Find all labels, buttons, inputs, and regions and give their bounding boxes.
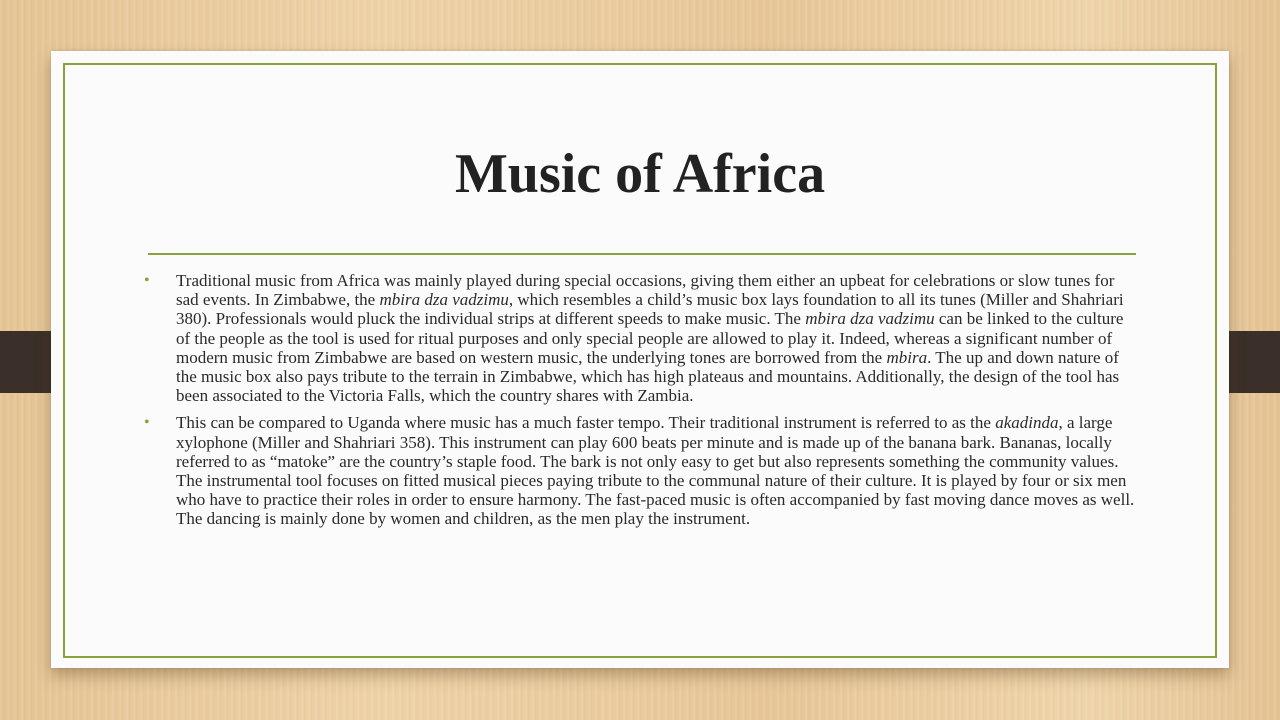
text-segment: can be linked to the culture of the people as the tool is used for ritual purposes and only special people are allowed to play it. Indeed, whereas a significant number of modern music from Zimbabwe are based on western music, the underlying tones are borrowed from the (176, 309, 1124, 367)
bullet-icon: • (144, 272, 150, 289)
slide-title: Music of Africa (454, 143, 826, 205)
italic-term: mbira (886, 347, 928, 367)
bullet-icon: • (144, 414, 150, 432)
text-segment: Traditional music from Africa was mainly played during special occasions, giving them either an upbeat for celebrations or slow tunes for sad events. In Zimbabwe, the (176, 271, 1115, 310)
italic-term: mbira dza vadzimu (379, 290, 509, 310)
bullet-text (176, 413, 1134, 528)
slide-body (144, 271, 1139, 537)
slide (51, 51, 1229, 668)
bullet-paragraph (144, 271, 1139, 405)
text-segment: . The up and down nature of the music box also pays tribute to the terrain in Zimbabwe, which has high plateaus and mountains. Additionally, the design of the tool has been associated to the Victoria Falls, which the country shares with Zambia. (176, 347, 1120, 406)
text-segment: This can be compared to Uganda where music has a much faster tempo. Their traditional instrument is referred to as the (176, 413, 996, 433)
italic-term: mbira dza vadzimu (805, 309, 935, 329)
text-segment: , which resembles a child’s music box lays foundation to all its tunes (Miller and Shahriari 380). Professionals would pluck the individual strips at different speeds to make music. The (176, 290, 1124, 329)
bullet-text (176, 271, 1124, 405)
text-segment: , a large xylophone (Miller and Shahriari 358). This instrument can play 600 beats per minute and is made up of the banana bark. Bananas, locally referred to as “matoke” are the country’s staple food. The bark is not only easy to get but also represents something the community values. The instrumental tool focuses on fitted musical pieces paying tribute to the communal nature of their culture. It is played by four or six men who have to practice their roles in order to ensure harmony. The fast-paced music is often accompanied by fast moving dance moves as well. The dancing is mainly done by women and children, as the men play the instrument. (176, 413, 1135, 529)
title-divider (148, 253, 1136, 255)
bullet-paragraph (144, 413, 1139, 528)
italic-term: akadinda (995, 413, 1059, 433)
